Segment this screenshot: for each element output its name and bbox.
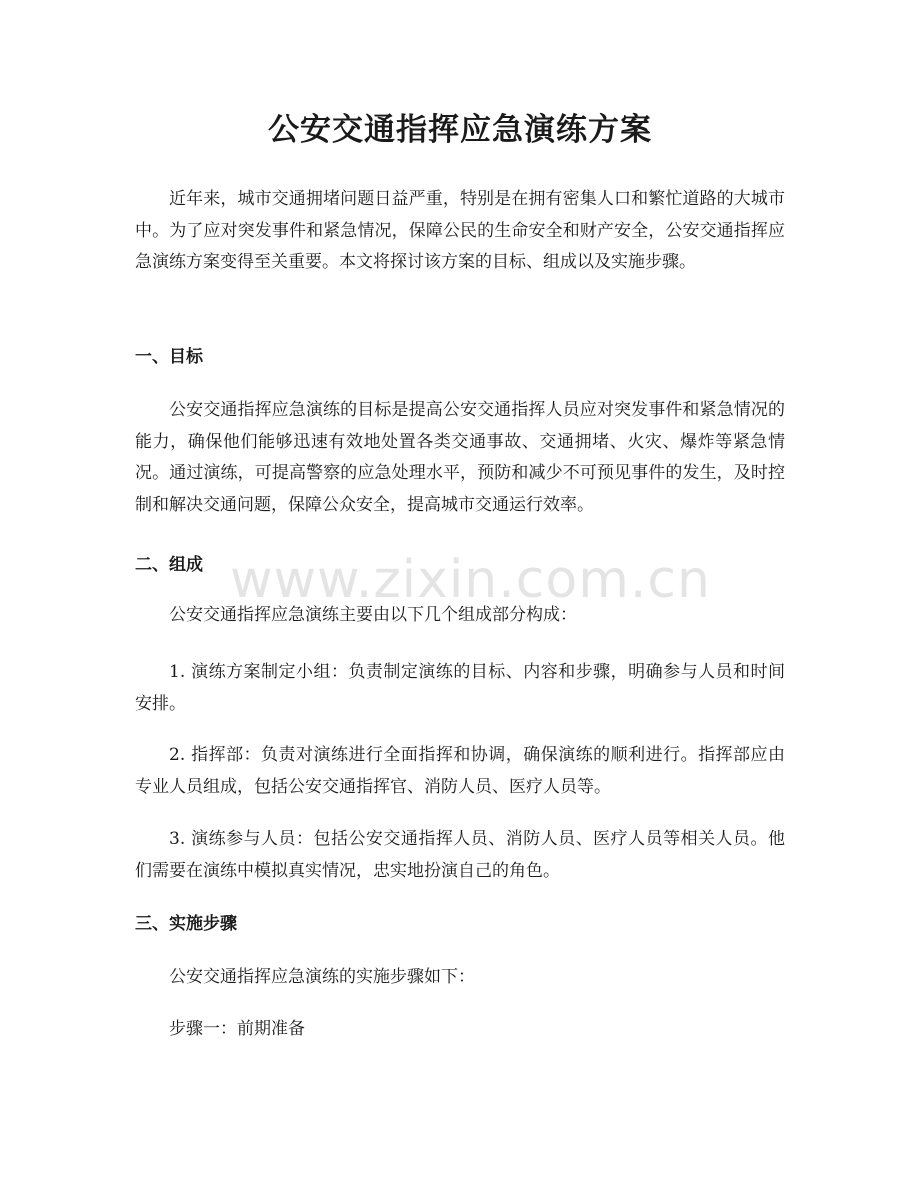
intro-paragraph: 近年来，城市交通拥堵问题日益严重，特别是在拥有密集人口和繁忙道路的大城市中。为了应对突发事件和紧急情况，保障公民的生命安全和财产安全，公安交通指挥应急演练方案变得至关重要。本文将探讨该方案的目标、组成以及实施步骤。	[135, 189, 785, 272]
composition-lead: 公安交通指挥应急演练主要由以下几个组成部分构成：	[169, 605, 577, 625]
document-title: 公安交通指挥应急演练方案	[268, 112, 652, 148]
watermark: www.zixin.com.cn	[230, 550, 711, 610]
section-heading-goal: 一、目标	[135, 347, 203, 367]
steps-lead: 公安交通指挥应急演练的实施步骤如下：	[169, 967, 475, 987]
goal-paragraph: 公安交通指挥应急演练的目标是提高公安交通指挥人员应对突发事件和紧急情况的能力，确保他们能够迅速有效地处置各类交通事故、交通拥堵、火灾、爆炸等紧急情况。通过演练，可提高警察的应急处理水平，预防和减少不可预见事件的发生，及时控制和解决交通问题，保障公众安全，提高城市交通运行效率。	[135, 400, 785, 515]
composition-item-1: 1. 演练方案制定小组：负责制定演练的目标、内容和步骤，明确参与人员和时间安排。	[135, 662, 785, 714]
section-heading-composition: 二、组成	[135, 555, 203, 575]
composition-item-2: 2. 指挥部：负责对演练进行全面指挥和协调，确保演练的顺利进行。指挥部应由专业人员组成，包括公安交通指挥官、消防人员、医疗人员等。	[135, 745, 785, 797]
section-heading-steps: 三、实施步骤	[135, 914, 237, 934]
step-one: 步骤一：前期准备	[169, 1019, 305, 1039]
composition-item-3: 3. 演练参与人员：包括公安交通指挥人员、消防人员、医疗人员等相关人员。他们需要在演练中模拟真实情况，忠实地扮演自己的角色。	[135, 829, 785, 881]
